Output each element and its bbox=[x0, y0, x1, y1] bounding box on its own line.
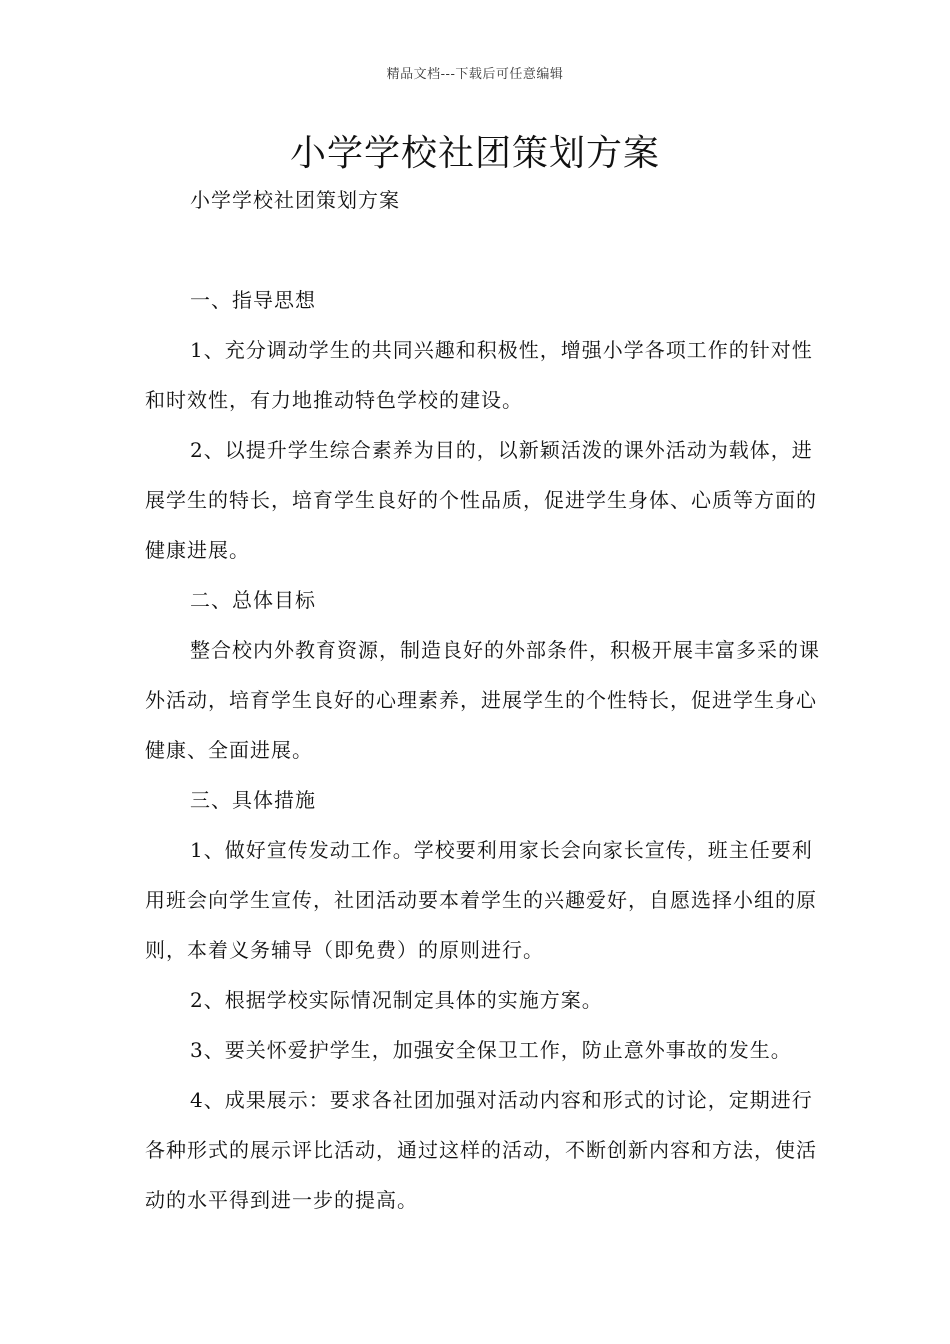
paragraph-measure-1: 1、做好宣传发动工作。学校要利用家长会向家长宣传，班主任要利用班会向学生宣传，社团活动要本着学生的兴趣爱好，自愿选择小组的原则，本着义务辅导（即免费）的原则进行。 bbox=[145, 838, 817, 962]
section-heading-specific-measures: 三、具体措施 bbox=[190, 788, 316, 812]
header-note: 精品文档---下载后可任意编辑 bbox=[386, 67, 564, 82]
document-title: 小学学校社团策划方案 bbox=[289, 133, 660, 174]
paragraph-guiding-2: 2、以提升学生综合素养为目的，以新颖活泼的课外活动为载体，进展学生的特长，培育学生良好的个性品质，促进学生身体、心质等方面的健康进展。 bbox=[145, 438, 817, 562]
section-heading-guiding-ideology: 一、指导思想 bbox=[190, 288, 316, 312]
paragraph-guiding-1: 1、充分调动学生的共同兴趣和积极性，增强小学各项工作的针对性和时效性，有力地推动特色学校的建设。 bbox=[145, 338, 813, 412]
paragraph-measure-4: 4、成果展示：要求各社团加强对活动内容和形式的讨论，定期进行各种形式的展示评比活动，通过这样的活动，不断创新内容和方法，使活动的水平得到进一步的提高。 bbox=[145, 1088, 817, 1212]
paragraph-overall-goal: 整合校内外教育资源，制造良好的外部条件，积极开展丰富多采的课外活动，培育学生良好的心理素养，进展学生的个性特长，促进学生身心健康、全面进展。 bbox=[145, 638, 820, 762]
document-subtitle: 小学学校社团策划方案 bbox=[190, 188, 400, 212]
document-body bbox=[145, 275, 825, 1225]
paragraph-measure-2: 2、根据学校实际情况制定具体的实施方案。 bbox=[190, 988, 603, 1012]
section-heading-overall-goal: 二、总体目标 bbox=[190, 588, 316, 612]
paragraph-measure-3: 3、要关怀爱护学生，加强安全保卫工作，防止意外事故的发生。 bbox=[190, 1038, 792, 1062]
